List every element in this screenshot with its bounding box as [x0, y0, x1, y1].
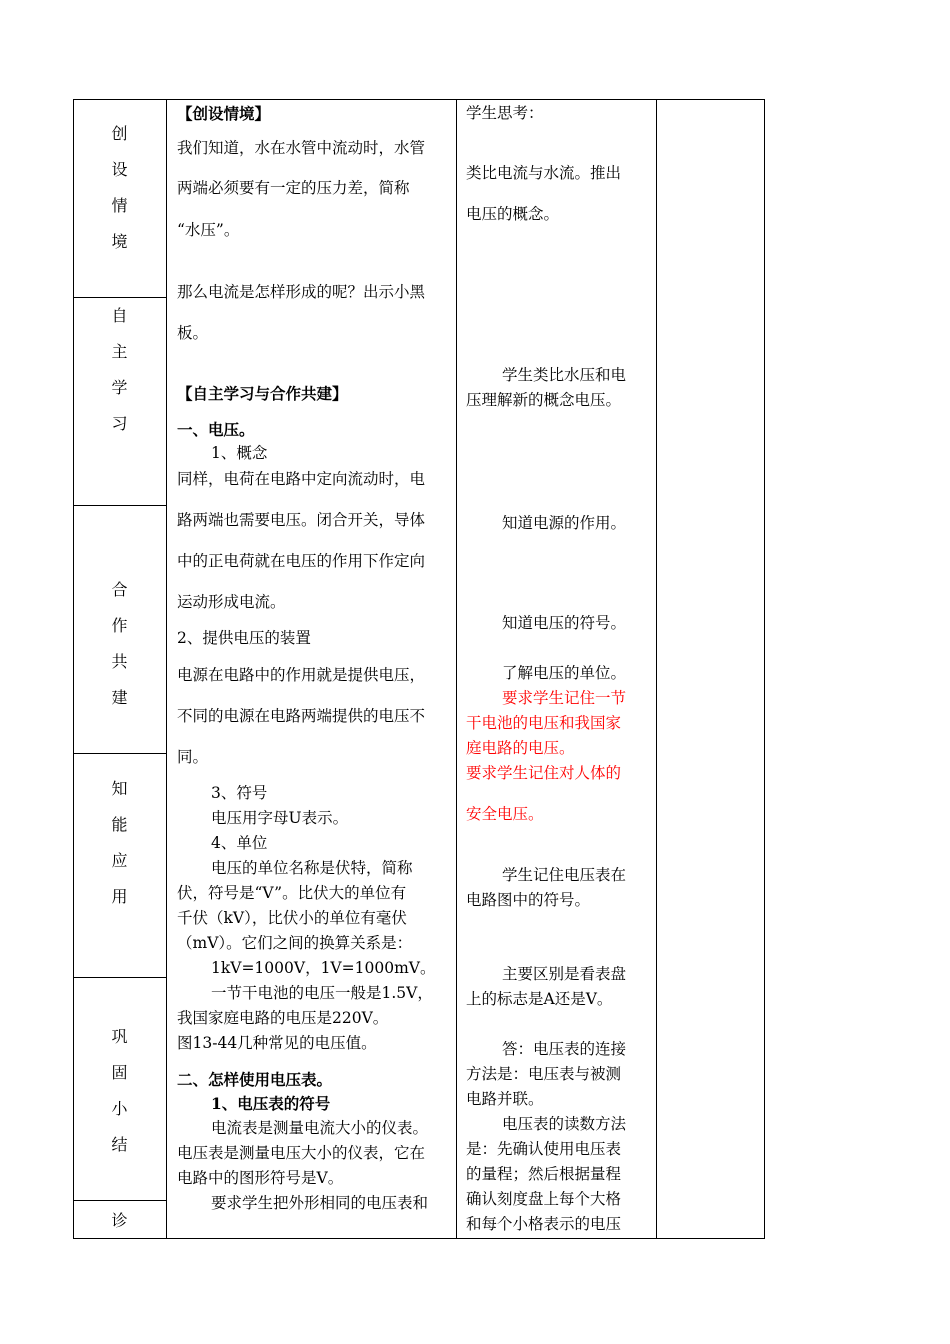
paragraph-line: 电路中的图形符号是V。 — [177, 1169, 344, 1187]
heading-voltmeter: 二、怎样使用电压表。 — [177, 1070, 333, 1089]
paragraph-line: 我国家庭电路的电压是220V。 — [177, 1009, 389, 1027]
paragraph-line: 电源在电路中的作用就是提供电压， — [177, 666, 426, 684]
student-activity-line: 电压表的读数方法 — [502, 1115, 627, 1133]
paragraph-line: 伏，符号是“V”。比伏大的单位有 — [177, 884, 407, 902]
paragraph-line: 不同的电源在电路两端提供的电压不 — [177, 707, 426, 725]
student-activity-line: 确认刻度盘上每个大格 — [466, 1190, 622, 1208]
student-activity-line-emphasis: 庭电路的电压。 — [466, 739, 575, 757]
paragraph-line: 路两端也需要电压。闭合开关，导体 — [177, 511, 426, 529]
paragraph-line: 运动形成电流。 — [177, 593, 286, 611]
student-activity-line: 电路图中的符号。 — [466, 891, 591, 909]
student-activity-line: 学生记住电压表在 — [502, 866, 627, 884]
student-activity-line: 知道电源的作用。 — [502, 514, 627, 532]
paragraph-line: 我们知道，水在水管中流动时，水管 — [177, 139, 426, 157]
paragraph-line: 电流表是测量电流大小的仪表。 — [211, 1119, 429, 1137]
subheading: 2、提供电压的装置 — [177, 629, 311, 647]
student-activity-line: 是：先确认使用电压表 — [466, 1140, 622, 1158]
heading-chuangshe: 【创设情境】 — [177, 104, 271, 123]
row-divider — [73, 977, 166, 978]
paragraph-line: 板。 — [177, 324, 209, 342]
paragraph-line: 一节干电池的电压一般是1.5V， — [211, 984, 433, 1002]
paragraph-line: 图13-44几种常见的电压值。 — [177, 1034, 377, 1052]
student-activity-line: 主要区别是看表盘 — [502, 965, 627, 983]
paragraph-line: （mV）。它们之间的换算关系是： — [177, 934, 413, 952]
paragraph-line: 两端必须要有一定的压力差，简称 — [177, 179, 410, 197]
row-divider — [73, 505, 166, 506]
paragraph-line: 同。 — [177, 748, 209, 766]
heading-zizhu: 【自主学习与合作共建】 — [177, 384, 348, 403]
student-activity-line: 的量程；然后根据量程 — [466, 1165, 622, 1183]
subheading: 1、电压表的符号 — [211, 1094, 331, 1113]
paragraph-line: 电压的单位名称是伏特，简称 — [211, 859, 413, 877]
student-activity-line: 知道电压的符号。 — [502, 614, 627, 632]
student-activity-line-emphasis: 安全电压。 — [466, 805, 544, 823]
heading-voltage: 一、电压。 — [177, 420, 255, 439]
student-activity-line: 类比电流与水流。推出 — [466, 164, 622, 182]
column-divider — [166, 99, 167, 1239]
student-activity-line-emphasis: 要求学生记住对人体的 — [466, 764, 622, 782]
paragraph-line: 电压表是测量电压大小的仪表，它在 — [177, 1144, 426, 1162]
student-activity-line: 压理解新的概念电压。 — [466, 391, 622, 409]
student-activity-line-emphasis: 要求学生记住一节 — [502, 689, 627, 707]
student-activity-line: 了解电压的单位。 — [502, 664, 627, 682]
paragraph-line: 中的正电荷就在电压的作用下作定向 — [177, 552, 426, 570]
row-divider — [73, 297, 166, 298]
paragraph-line: 那么电流是怎样形成的呢？出示小黑 — [177, 283, 426, 301]
column-divider — [656, 99, 657, 1239]
student-activity-line-emphasis: 干电池的电压和我国家 — [466, 714, 622, 732]
row-divider — [73, 753, 166, 754]
student-activity-line: 电路并联。 — [466, 1090, 544, 1108]
paragraph-line: “水压”。 — [177, 221, 240, 239]
row-divider — [73, 1200, 166, 1201]
student-activity-line: 方法是：电压表与被测 — [466, 1065, 622, 1083]
paragraph-line: 千伏（kV），比伏小的单位有毫伏 — [177, 909, 407, 927]
student-activity-line: 和每个小格表示的电压 — [466, 1215, 622, 1233]
student-activity-line: 答：电压表的连接 — [502, 1040, 627, 1058]
column-divider — [456, 99, 457, 1239]
student-activity-line: 上的标志是A还是V。 — [466, 990, 613, 1008]
paragraph-line: 要求学生把外形相同的电压表和 — [211, 1194, 429, 1212]
student-activity-line: 学生思考： — [466, 104, 544, 122]
paragraph-line: 电压用字母U表示。 — [211, 809, 349, 827]
student-activity-line: 学生类比水压和电 — [502, 366, 627, 384]
subheading: 4、单位 — [211, 834, 268, 852]
subheading: 1、概念 — [211, 444, 268, 462]
paragraph-line: 1kV=1000V，1V=1000mV。 — [211, 959, 436, 977]
subheading: 3、符号 — [211, 784, 268, 802]
paragraph-line: 同样，电荷在电路中定向流动时，电 — [177, 470, 426, 488]
student-activity-line: 电压的概念。 — [466, 205, 560, 223]
